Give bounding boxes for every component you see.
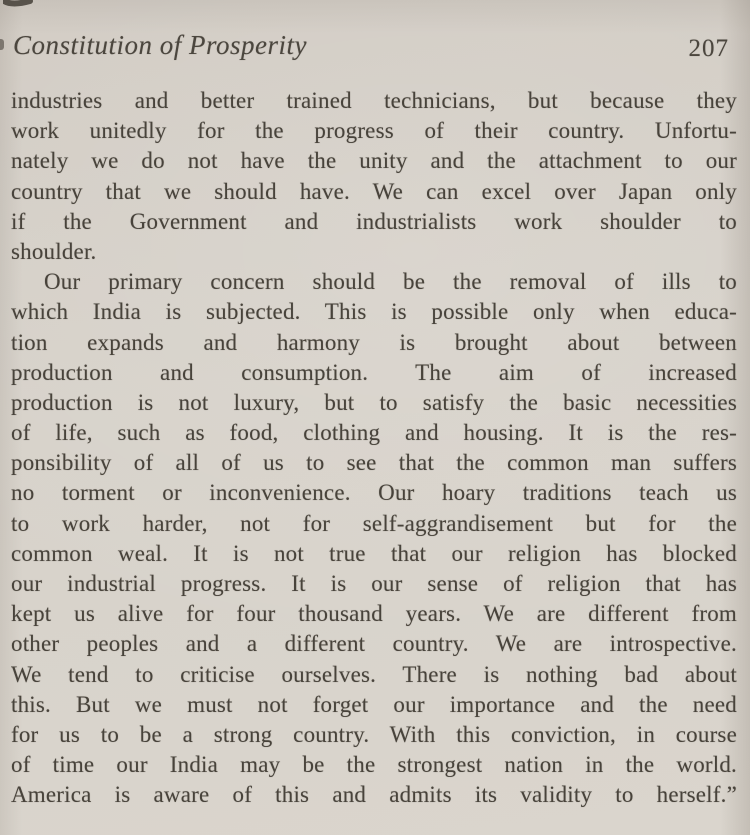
- text-line: of life, such as food, clothing and housing. It is the res-: [11, 420, 737, 446]
- text-line: common weal. It is not true that our religion has blocked: [11, 540, 737, 566]
- text-line: production and consumption. The aim of increased: [11, 359, 737, 385]
- text-line: kept us alive for four thousand years. We are different from: [11, 601, 737, 627]
- stray-ink-mark: [3, 0, 35, 11]
- text-line: to work harder, not for self-aggrandisement but for the: [11, 510, 737, 536]
- text-line: work unitedly for the progress of their country. Unfortu-: [11, 118, 737, 144]
- text-line: tion expands and harmony is brought about between: [11, 329, 737, 355]
- page-edge-mark: [0, 39, 4, 50]
- page-number: 207: [688, 35, 729, 62]
- page-body: [11, 86, 737, 811]
- text-line: other peoples and a different country. We are introspective.: [11, 631, 737, 657]
- text-line: nately we do not have the unity and the attachment to our: [11, 148, 737, 174]
- text-line: this. But we must not forget our importance and the need: [11, 691, 737, 717]
- text-line: America is aware of this and admits its validity to herself.”: [11, 782, 737, 808]
- page-header: [13, 30, 729, 64]
- text-line: if the Government and industrialists work shoulder to: [11, 208, 737, 234]
- text-line: shoulder.: [11, 238, 97, 264]
- text-line: our industrial progress. It is our sense of religion that has: [11, 571, 737, 596]
- text-line: ponsibility of all of us to see that the common man suffers: [11, 450, 737, 476]
- text-line: industries and better trained technicians, but because they: [11, 88, 737, 113]
- text-line: Our primary concern should be the removal of ills to: [44, 269, 737, 295]
- text-line: country that we should have. We can excel over Japan only: [11, 178, 737, 204]
- text-line: of time our India may be the strongest nation in the world.: [11, 752, 737, 778]
- text-line: production is not luxury, but to satisfy the basic necessities: [11, 389, 737, 415]
- text-line: no torment or inconvenience. Our hoary traditions teach us: [11, 480, 737, 506]
- running-head: Constitution of Prosperity: [13, 30, 308, 60]
- text-line: which India is subjected. This is possible only when educa-: [11, 299, 737, 325]
- text-line: for us to be a strong country. With this conviction, in course: [11, 721, 737, 747]
- text-line: We tend to criticise ourselves. There is nothing bad about: [11, 661, 737, 687]
